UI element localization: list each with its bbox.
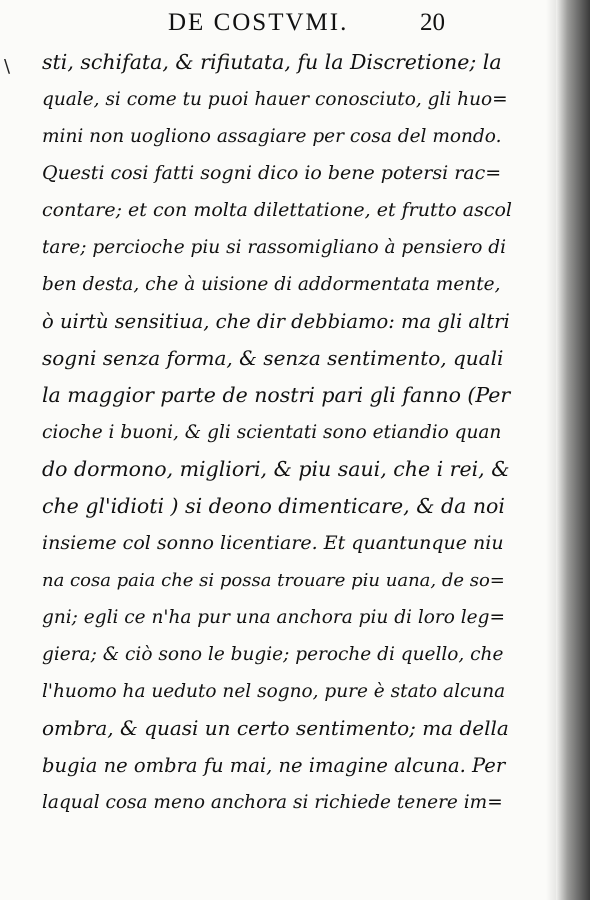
text-line: cioche i buoni, & gli scientati sono etiandio quan	[42, 422, 502, 443]
text-line: ben desta, che à uisione di addormentata mente,	[42, 274, 501, 295]
page-edge-shadow	[556, 0, 590, 900]
body-text	[42, 44, 512, 821]
running-head: DE COSTVMI.	[168, 9, 349, 36]
text-line: l'huomo ha ueduto nel sogno, pure è stato alcuna	[42, 681, 506, 702]
text-line: gni; egli ce n'ha pur una anchora piu di loro leg=	[42, 607, 505, 628]
text-line: Questi cosi fatti sogni dico io bene potersi rac=	[42, 162, 502, 184]
text-line: ombra, & quasi un certo sentimento; ma della	[42, 716, 509, 740]
text-line: do dormono, migliori, & piu saui, che i rei, &	[42, 457, 510, 481]
text-line: na cosa paia che si possa trouare piu uana, de so=	[42, 570, 505, 591]
page-header	[0, 9, 560, 43]
text-line: quale, si come tu puoi hauer conosciuto, gli huo=	[42, 89, 508, 110]
text-line: sogni senza forma, & senza sentimento, quali	[42, 346, 504, 370]
text-line: tare; percioche piu si rassomigliano à pensiero di	[42, 237, 507, 258]
text-line: contare; et con molta dilettatione, et frutto ascol	[42, 199, 512, 221]
gutter-shadow	[546, 0, 556, 900]
text-line: bugia ne ombra fu mai, ne imagine alcuna. Per	[42, 754, 506, 777]
text-line: che gl'idioti ) si deono dimenticare, & da noi	[42, 494, 505, 518]
margin-mark: \	[4, 56, 11, 77]
text-line: laqual cosa meno anchora si richiede tenere im=	[42, 792, 503, 813]
page-number: 20	[420, 9, 445, 36]
text-line: mini non uogliono assagiare per cosa del mondo.	[42, 126, 502, 147]
text-line: giera; & ciò sono le bugie; peroche di quello, che	[42, 644, 504, 665]
text-line: ò uirtù sensitiua, che dir debbiamo: ma gli altri	[42, 310, 510, 333]
text-line: sti, schifata, & rifiutata, fu la Discretione; la	[42, 50, 502, 74]
text-line: insieme col sonno licentiare. Et quantunque niu	[42, 532, 504, 554]
text-line: la maggior parte de nostri pari gli fanno (Per	[42, 383, 511, 407]
